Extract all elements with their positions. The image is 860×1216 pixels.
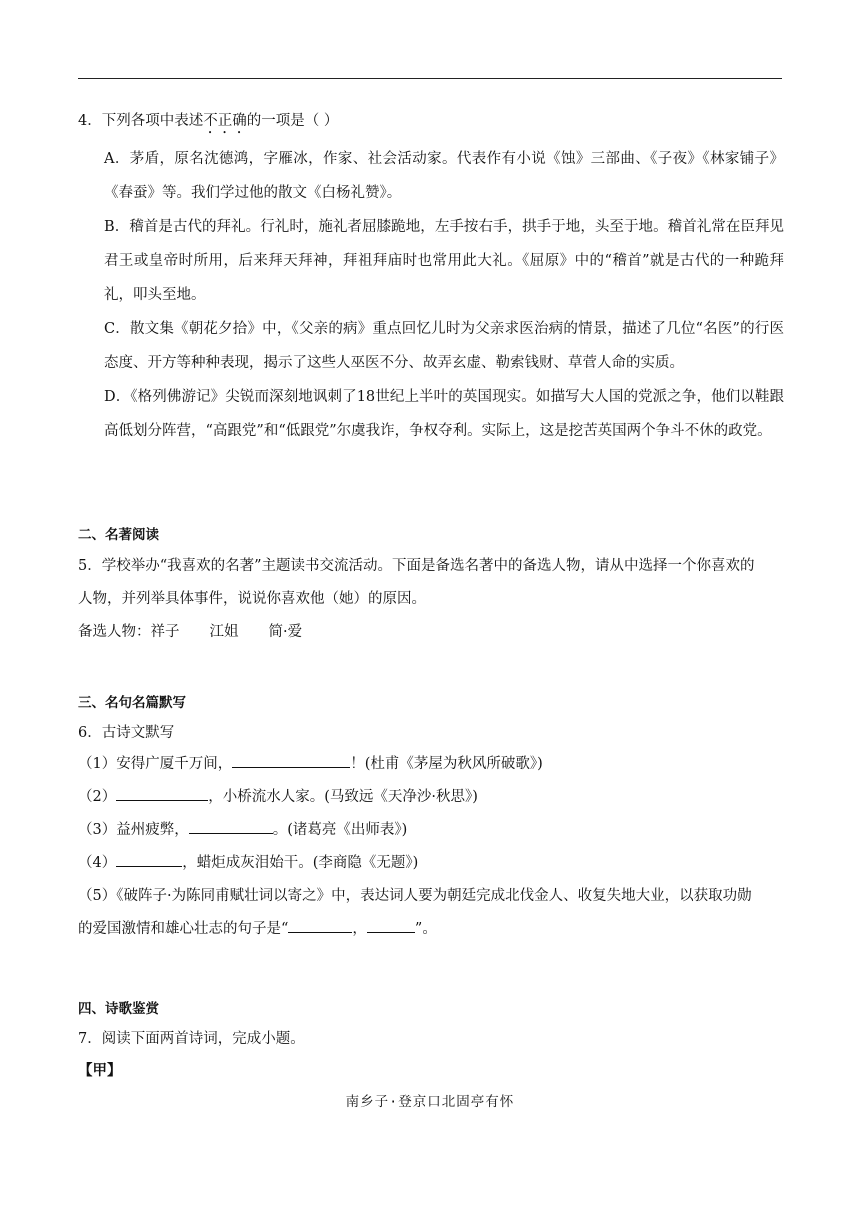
candidate: 简·爱 — [268, 624, 303, 640]
item-text: ，小桥流水人家。(马致远《天净沙·秋思》) — [208, 789, 478, 805]
poem-title: 南乡子·登京口北固亭有怀 — [345, 1094, 515, 1110]
candidates-label: 备选人物： — [78, 624, 151, 640]
item-text: 的爱国激情和雄心壮志的句子是“ — [78, 921, 289, 937]
item-text: ！(杜甫《茅屋为秋风所破歌》) — [350, 756, 543, 772]
recite-item-3 — [78, 814, 784, 847]
option-d: D．《格列佛游记》尖锐而深刻地讽刺了18世纪上半叶的英国现实。如描写大人国的党派之争，他们以鞋跟高低划分阵营，“高跟党”和“低跟党”尔虞我诈，争权夺利。实际上，这是挖苦英国两个争斗不休的政党。 — [104, 389, 784, 439]
candidates-line — [78, 616, 784, 649]
stem-text: 4．下列各项中表述 — [78, 113, 204, 129]
poem-label: 【甲】 — [78, 1062, 122, 1079]
candidate: 祥子 — [150, 624, 180, 640]
question-7: 7．阅读下面两首诗词，完成小题。 — [78, 1031, 305, 1047]
answer-blank[interactable] — [189, 817, 273, 834]
option-a: A．茅盾，原名沈德鸿，字雁冰，作家、社会活动家。代表作有小说《蚀》三部曲、《子夜》《林家铺子》《春蚕》等。我们学过他的散文《白杨礼赞》。 — [104, 151, 784, 201]
section-2 — [78, 520, 784, 649]
item-text: ，蜡炬成灰泪始干。(李商隐《无题》) — [182, 855, 419, 871]
option-b: B．稽首是古代的拜礼。行礼时，施礼者屈膝跪地，左手按右手，拱手于地，头至于地。稽首礼常在臣拜见君王或皇帝时所用，后来拜天拜神，拜祖拜庙时也常用此大礼。《屈原》中的“稽首”就是古代的一种跪拜礼，叩头至地。 — [104, 219, 784, 303]
recite-item-2 — [78, 781, 784, 814]
item-text: （2） — [78, 789, 117, 805]
recite-item-5-line1: （5）《破阵子·为陈同甫赋壮词以寄之》中，表达词人要为朝廷完成北伐金人、收复失地大业，以获取功勋 — [78, 888, 752, 904]
answer-blank[interactable] — [288, 916, 352, 933]
section-heading: 二、名著阅读 — [78, 527, 159, 543]
question-4-stem — [78, 106, 784, 136]
answer-blank[interactable] — [232, 751, 350, 768]
answer-blank[interactable] — [116, 784, 208, 801]
item-text: （3）益州疲弊， — [78, 822, 189, 838]
section-3 — [78, 688, 784, 946]
option-c: C．散文集《朝花夕拾》中，《父亲的病》重点回忆儿时为父亲求医治病的情景，描述了几位“名医”的行医态度、开方等种种表现，揭示了这些人巫医不分、故弄玄虚、勒索钱财、草菅人命的实质。 — [104, 321, 784, 371]
item-text: （1）安得广厦千万间， — [78, 756, 233, 772]
section-heading: 四、诗歌鉴赏 — [78, 1001, 159, 1017]
recite-item-4 — [78, 847, 784, 880]
item-text: 。(诸葛亮《出师表》) — [272, 822, 408, 838]
stem-text-end: 的一项是（ ） — [246, 113, 339, 129]
item-text: ”。 — [414, 921, 437, 937]
answer-blank[interactable] — [116, 850, 182, 867]
emphasis-text: 不正确 — [203, 113, 247, 129]
question-6: 6．古诗文默写 — [78, 725, 175, 741]
recite-item-1 — [78, 748, 784, 781]
item-text: （4） — [78, 855, 117, 871]
header-rule — [78, 78, 782, 79]
answer-blank[interactable] — [367, 916, 415, 933]
section-4 — [78, 994, 784, 1087]
question-5-line: 5．学校举办“我喜欢的名著”主题读书交流活动。下面是备选名著中的备选人物，请从中选择一个你喜欢的 — [78, 558, 755, 574]
candidate: 江姐 — [209, 624, 239, 640]
question-5-line: 人物，并列举具体事件，说说你喜欢他（她）的原因。 — [78, 591, 426, 607]
question-4 — [78, 106, 784, 448]
section-heading: 三、名句名篇默写 — [78, 695, 186, 711]
recite-item-5-line2 — [78, 913, 784, 946]
item-text: ， — [352, 921, 367, 937]
